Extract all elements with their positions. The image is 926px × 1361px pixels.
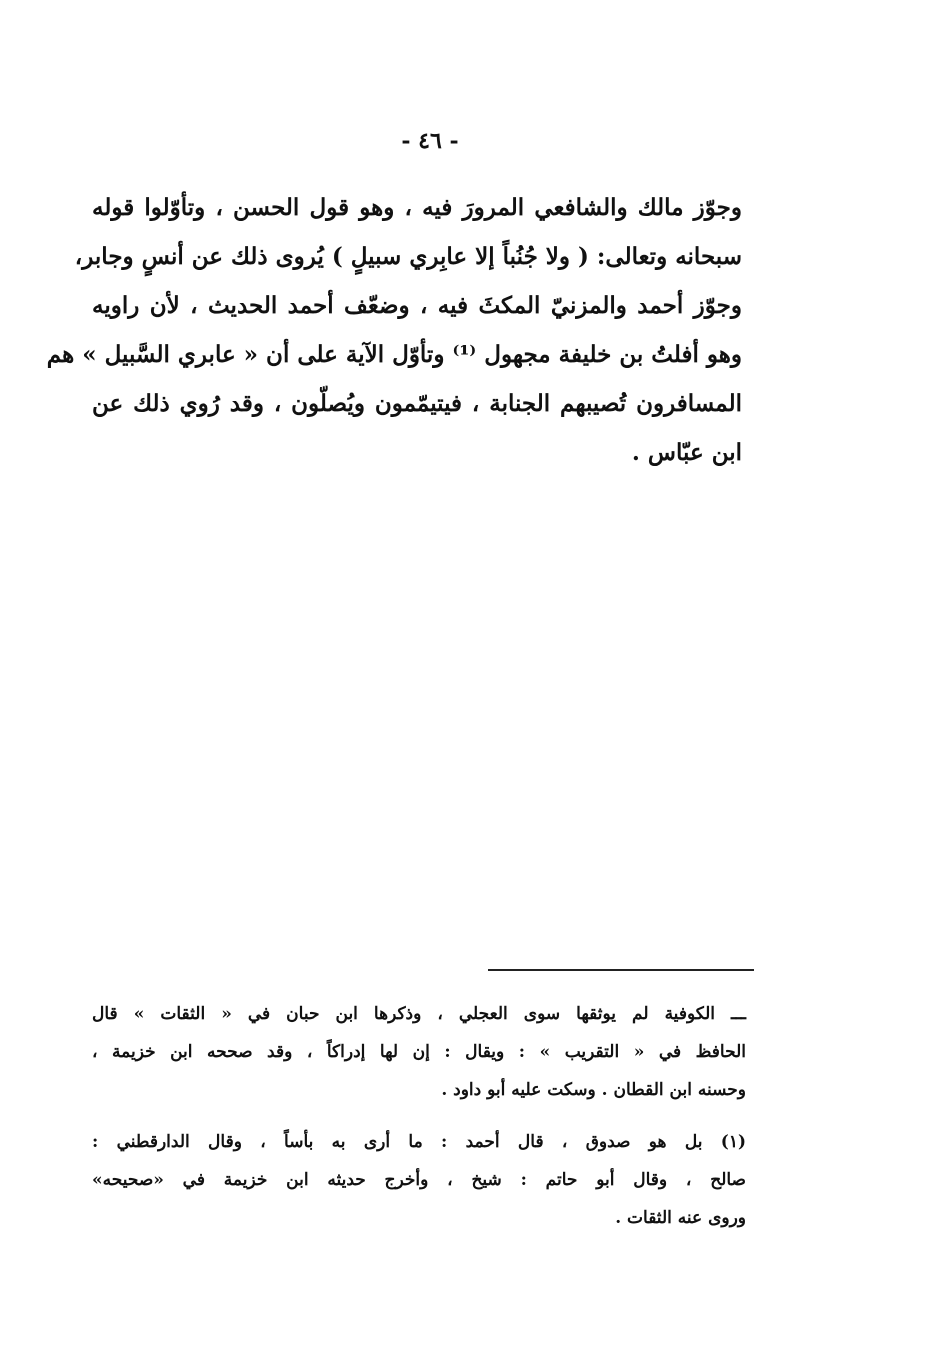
main-text-line: سبحانه وتعالى: ( ولا جُنُباً إلا عابِري سبيلٍ ) يُروى ذلك عن أنسٍ وجابر،	[74, 243, 742, 270]
footnote-gap	[92, 1109, 746, 1123]
main-text-line: المسافرون تُصيبهم الجنابة ، فيتيمّمون ويُصلّون ، وقد رُوي ذلك عن	[92, 390, 742, 417]
footnotes	[92, 995, 746, 1237]
footnote-divider	[488, 969, 754, 971]
footnote-continued	[92, 995, 746, 1109]
footnote-line: وحسنه ابن القطان . وسكت عليه أبو داود .	[441, 1080, 746, 1100]
footnote-1	[92, 1123, 746, 1237]
footnote-line: الحافظ في « التقريب » : ويقال : إن لها إدراكاً ، وقد صححه ابن خزيمة ،	[92, 1042, 746, 1062]
main-text-line: ابن عبّاس .	[631, 439, 742, 466]
main-text-line: وجوّز أحمد والمزنيّ المكثَ فيه ، وضعّف أحمد الحديث ، لأن راويه	[92, 292, 742, 319]
main-text-line: وهو أفلتُ بن خليفة مجهول ⁽¹⁾ وتأوّل الآية على أن « عابري السَّبيل » هم	[46, 341, 742, 368]
footnote-line: ـــ الكوفية لم يوثقها سوى العجلي ، وذكرها ابن حبان في « الثقات » قال	[92, 1004, 746, 1024]
footnote-line: وروى عنه الثقات .	[615, 1208, 746, 1228]
main-text-line: وجوّز مالك والشافعي المرورَ فيه ، وهو قول الحسن ، وتأوّلوا قوله	[92, 194, 742, 221]
footnote-line: صالح ، وقال أبو حاتم : شيخ ، وأخرج حديثه ابن خزيمة في «صحيحه»	[92, 1170, 746, 1190]
footnote-line: (١) بل هو صدوق ، قال أحمد : ما أرى به بأساً ، وقال الدارقطني :	[92, 1132, 746, 1152]
main-text	[46, 183, 742, 477]
page-number: - ٤٦ -	[401, 128, 459, 154]
